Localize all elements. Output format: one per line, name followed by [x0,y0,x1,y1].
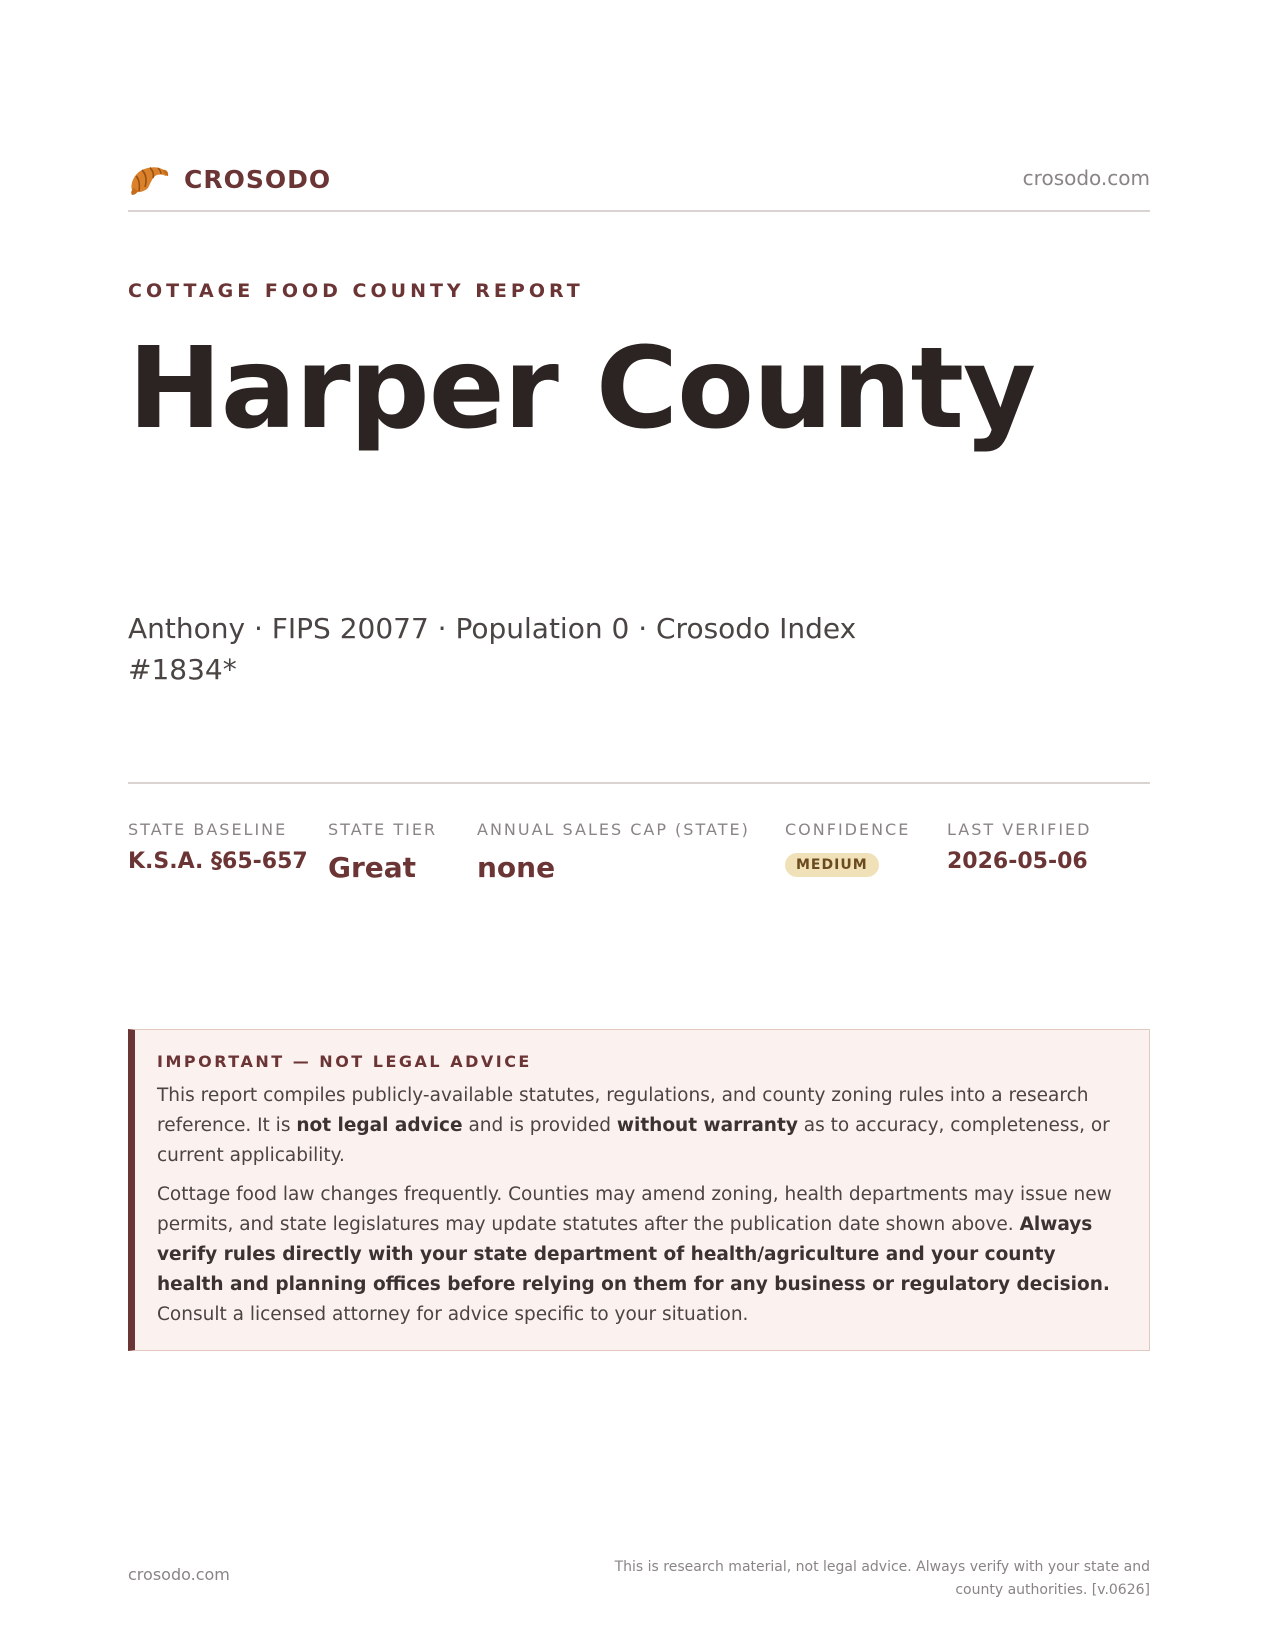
footer-disclaimer: This is research material, not legal advice. Always verify with your state and county authorities. [v.0626] [614,1559,1150,1598]
stat-last-verified [947,820,1091,874]
notice-title: IMPORTANT — NOT LEGAL ADVICE [157,1052,532,1071]
stat-confidence [785,820,910,877]
site-url-link[interactable]: crosodo.com [1022,166,1150,190]
notice-bold-text: not legal advice [296,1115,463,1136]
stat-value: K.S.A. §65-657 [128,849,308,874]
stat-label: STATE BASELINE [128,820,288,839]
stat-label: STATE TIER [328,820,438,839]
stat-label: LAST VERIFIED [947,820,1092,839]
report-page [128,0,1150,1650]
notice-text: Consult a licensed attorney for advice specific to your situation. [157,1304,749,1325]
notice-paragraph [157,1180,1125,1330]
brand[interactable] [128,160,331,198]
notice-bold-text: without warranty [616,1115,798,1136]
footer-site-link[interactable]: crosodo.com [128,1565,230,1584]
notice-text: Cottage food law changes frequently. Counties may amend zoning, health departments may issue new permits, and state legislatures may update statutes after the publication date shown above. [157,1184,1112,1235]
notice-text: and is provided [462,1115,617,1136]
notice-bold-text: Always verify rules directly with your state department of health/agriculture and your county health and planning offices before relying on them for any business or regulatory decision. [157,1214,1110,1295]
report-subtitle: Anthony · FIPS 20077 · Population 0 · Crosodo Index #1834* [128,612,857,686]
stat-value: Great [328,851,417,884]
stat-annual-sales-cap [477,820,750,884]
stats-row [128,782,1150,904]
notice-text: as to accuracy, completeness, or current applicability. [157,1115,1110,1166]
legal-notice [128,1029,1150,1351]
stat-state-tier [328,820,437,884]
brand-name: CROSODO [184,164,332,194]
page-title: Harper County [128,324,1036,454]
croissant-icon [128,160,170,198]
notice-text: This report compiles publicly-available statutes, regulations, and county zoning rules into a research reference. It is [157,1085,1089,1136]
page-header [128,158,1150,212]
stat-value: 2026-05-06 [947,849,1088,874]
stat-label: ANNUAL SALES CAP (STATE) [477,820,750,839]
confidence-badge: MEDIUM [785,853,879,877]
stat-label: CONFIDENCE [785,820,911,839]
notice-paragraph [157,1081,1125,1171]
report-eyebrow: COTTAGE FOOD COUNTY REPORT [128,280,584,302]
stat-value: none [477,851,556,884]
stat-state-baseline [128,820,308,874]
